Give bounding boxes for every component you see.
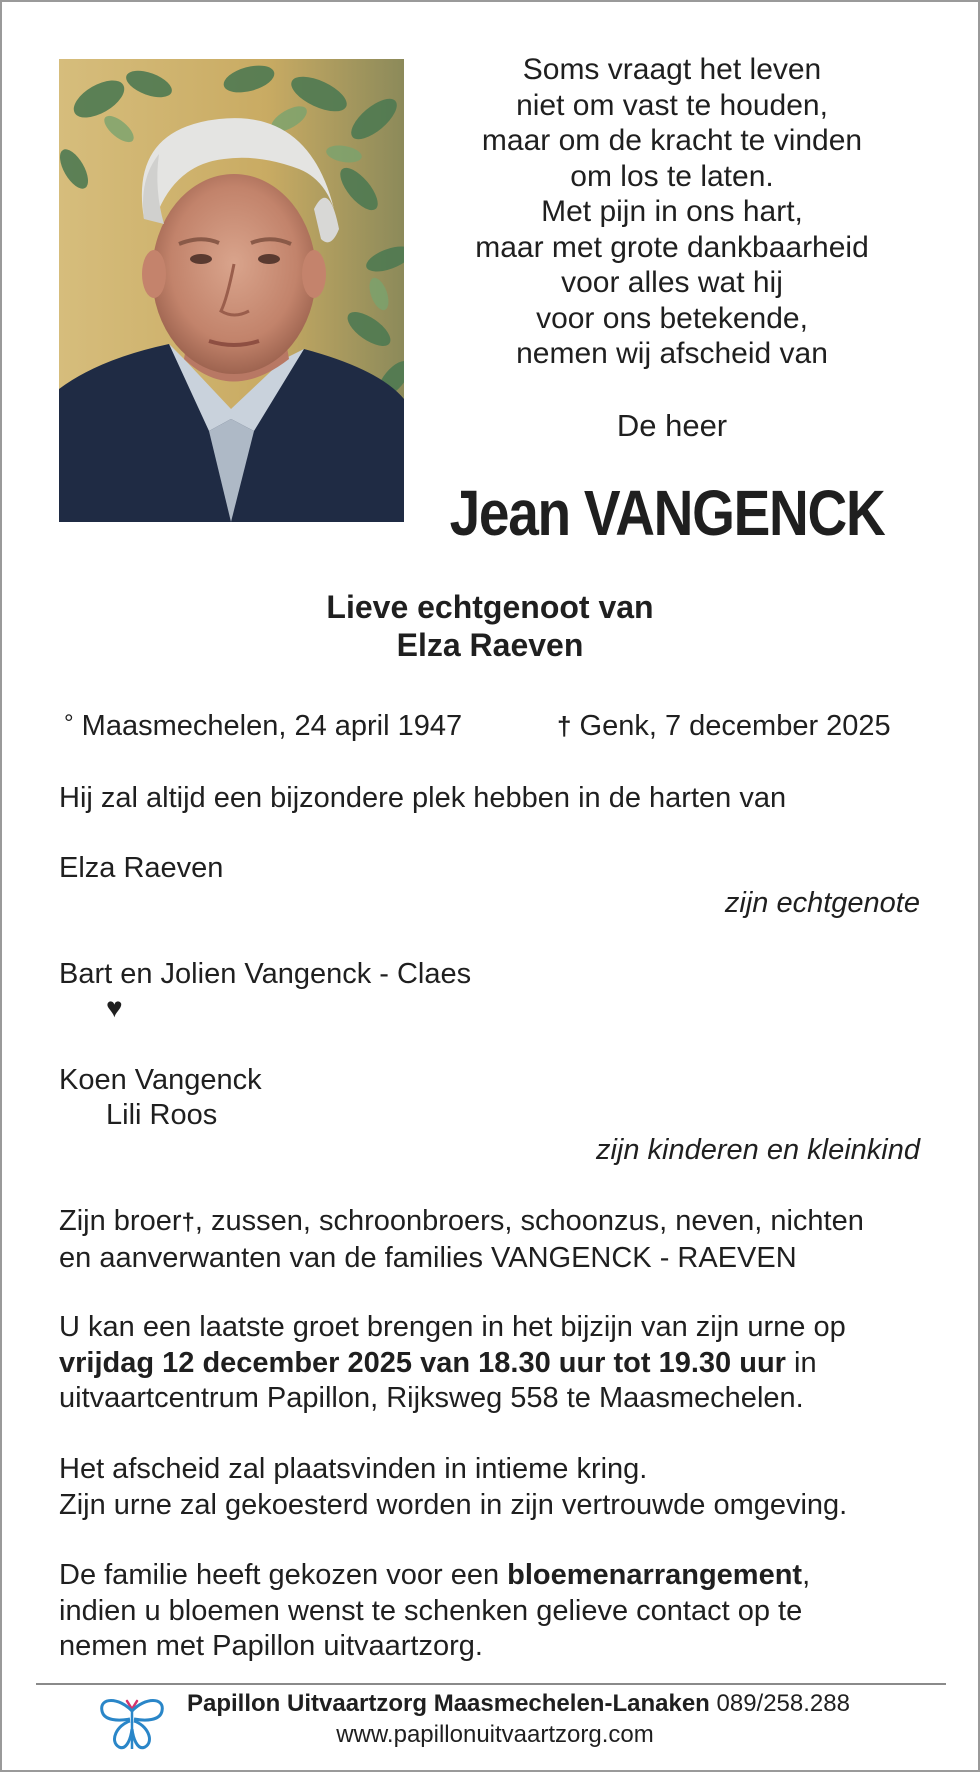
- footer-company: Papillon Uitvaartzorg Maasmechelen-Lanaken: [187, 1690, 710, 1717]
- flowers-bold: bloemenarrangement: [507, 1559, 803, 1591]
- family-child-1: Bart en Jolien Vangenck - Claes: [59, 958, 472, 990]
- footer-website[interactable]: www.papillonuitvaartzorg.com: [336, 1721, 654, 1748]
- relatives-suffix: , zussen, schroonbroers, schoonzus, neven, nichten: [194, 1205, 864, 1237]
- visit-date: vrijdag 12 december 2025 van 18.30 uur tot 19.30 uur: [59, 1346, 786, 1379]
- flowers-line-2: indien u bloemen wenst te schenken gelieve contact op te: [59, 1594, 803, 1627]
- relatives-line-1: [59, 1204, 939, 1241]
- spouse-block: [2, 588, 978, 664]
- death-text: Genk, 7 december 2025: [579, 710, 891, 742]
- portrait-photo: [59, 59, 404, 522]
- death-symbol: †: [557, 711, 572, 741]
- cross-icon: †: [181, 1209, 195, 1236]
- flowers-prefix: De familie heeft gekozen voor een: [59, 1559, 508, 1591]
- farewell-line-2: Zijn urne zal gekoesterd worden in zijn vertrouwde omgeving.: [59, 1488, 848, 1521]
- farewell-paragraph: [59, 1452, 939, 1523]
- deceased-name: Jean VANGENCK: [449, 477, 885, 549]
- footer-contact: [187, 1690, 850, 1718]
- poem-line: Met pijn in ons hart,: [541, 195, 803, 228]
- birth-symbol: °: [64, 710, 74, 737]
- visit-line-2: [59, 1346, 939, 1382]
- poem: [442, 52, 902, 372]
- family-spouse-role: zijn echtgenote: [724, 887, 920, 919]
- heart-icon: ♥: [106, 992, 123, 1023]
- poem-line: nemen wij afscheid van: [516, 337, 828, 370]
- poem-line: om los te laten.: [570, 159, 774, 193]
- honorific-title: De heer: [616, 408, 728, 443]
- poem-line: voor ons betekende,: [536, 301, 808, 335]
- farewell-line-1: Het afscheid zal plaatsvinden in intieme kring.: [59, 1453, 648, 1485]
- relatives-line-2: en aanverwanten van de families VANGENCK - RAEVEN: [59, 1241, 797, 1274]
- family-children-role: zijn kinderen en kleinkind: [595, 1134, 920, 1166]
- relatives-paragraph: [59, 1204, 939, 1276]
- visit-line-2-rest: in: [785, 1346, 817, 1379]
- poem-line: voor alles wat hij: [561, 266, 783, 299]
- flowers-line-1: [59, 1558, 939, 1594]
- visit-line-3: uitvaartcentrum Papillon, Rijksweg 558 te Maasmechelen.: [59, 1382, 804, 1414]
- flowers-suffix: ,: [802, 1559, 811, 1591]
- relatives-prefix: Zijn broer: [59, 1205, 182, 1237]
- family-child-2: Koen Vangenck: [59, 1064, 262, 1096]
- spouse-line-1: Lieve echtgenoot van: [326, 589, 654, 625]
- death-info: [557, 710, 891, 743]
- footer-divider: [36, 1683, 946, 1685]
- visit-line-1: U kan een laatste groet brengen in het bijzijn van zijn urne op: [59, 1311, 846, 1343]
- footer-phone[interactable]: 089/258.288: [716, 1690, 850, 1717]
- birth-text: Maasmechelen, 24 april 1947: [81, 710, 463, 742]
- intro-text: Hij zal altijd een bijzondere plek hebben in de harten van: [59, 782, 787, 814]
- family-grandchild: Lili Roos: [106, 1099, 218, 1131]
- flowers-paragraph: [59, 1558, 939, 1665]
- family-spouse-name: Elza Raeven: [59, 852, 224, 884]
- flowers-line-3: nemen met Papillon uitvaartzorg.: [59, 1630, 483, 1662]
- poem-line: niet om vast te houden,: [516, 88, 828, 122]
- poem-line: maar met grote dankbaarheid: [475, 230, 869, 264]
- visit-paragraph: [59, 1310, 939, 1417]
- poem-line: maar om de kracht te vinden: [481, 124, 863, 157]
- birth-info: [64, 710, 462, 743]
- poem-line: Soms vraagt het leven: [522, 53, 822, 86]
- spouse-line-2: Elza Raeven: [396, 627, 584, 663]
